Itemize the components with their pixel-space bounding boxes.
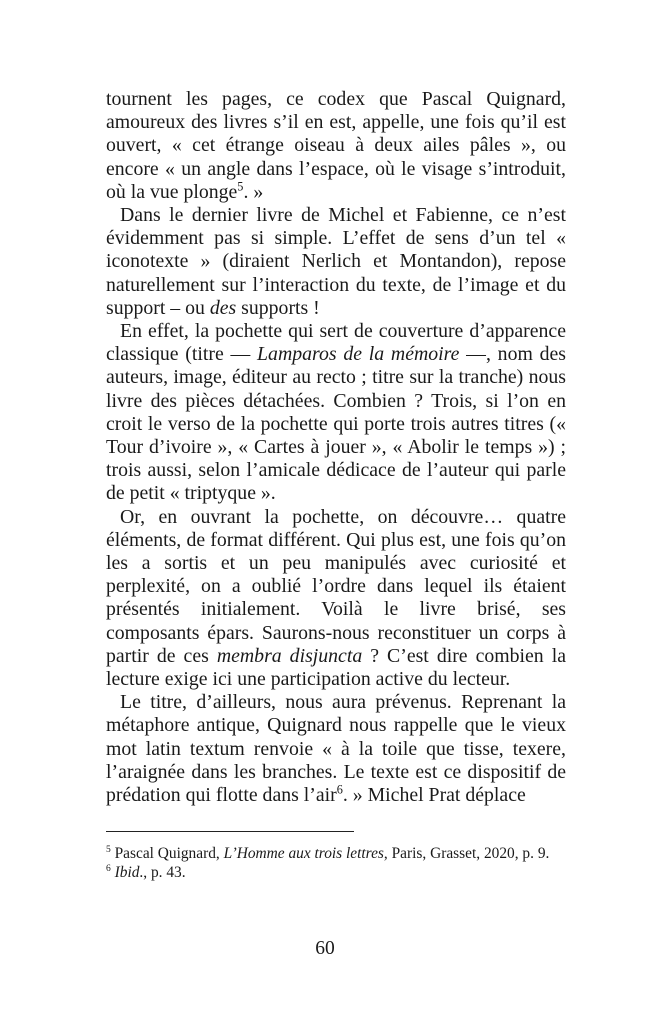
italic-text: Lamparos de la mémoire [257, 343, 460, 366]
text-run: Or, en ouvrant la pochette, on découvre… quatre éléments, de format différent. Qui plus est, une fois qu’on les a sortis et un peu manipulés avec curiosité et perplexité, on a oublié l’ordre dans lequel ils étaient présentés initialement. Voilà le livre brisé, ses composants épars. Saurons-nous reconstituer un corps à partir de ces [106, 505, 566, 667]
footnote-ref: 6 [106, 862, 111, 874]
italic-text: Ibid [114, 863, 140, 881]
paragraph [106, 691, 566, 807]
footnote-ref: 5 [237, 179, 244, 194]
text-run: . » [243, 180, 264, 203]
paragraph [106, 204, 566, 320]
footnote-separator [106, 831, 354, 832]
text-run: Le titre, d’ailleurs, nous aura prévenus. Reprenant la métaphore antique, Quignard nous rappelle que le vieux mot latin textum renvoie « à la toile que tisse, texere, l’araignée dans les branches. Le texte est ce dispositif de prédation qui flotte dans l’air [106, 691, 566, 807]
footnote-ref: 5 [106, 843, 111, 855]
text-run: —, nom des auteurs, image, éditeur au recto ; titre sur la tranche) nous livre des pièces détachées. Combien ? Trois, si l’on en croit le verso de la pochette qui porte trois autres titres (« Tour d’ivoire », « Cartes à jouer », « Abolir le temps ») ; trois aussi, selon l’amicale dédicace de l’auteur qui parle de petit « triptyque ». [106, 343, 566, 505]
text-run: . » Michel Prat déplace [342, 784, 526, 807]
italic-text: membra disjuncta [216, 644, 363, 667]
footnote-ref: 6 [336, 782, 343, 797]
text-run: ., p. 43. [139, 863, 186, 881]
paragraph [106, 506, 566, 692]
footnote [106, 845, 566, 864]
page-number: 60 [315, 938, 335, 959]
paragraph [106, 320, 566, 506]
paragraph [106, 88, 566, 204]
text-run: tournent les pages, ce codex que Pascal Quignard, amoureux des livres s’il en est, appelle, une fois qu’il est ouvert, « cet étrange oiseau à deux ailes pâles », ou encore « un angle dans l’espace, où le visage s’introduit, où la vue plonge [106, 88, 566, 203]
text-run: Dans le dernier livre de Michel et Fabienne, ce n’est évidemment pas si simple. L’effet de sens d’un tel « iconotexte » (diraient Nerlich et Montandon), repose naturellement sur l’interaction du texte, de l’image et du support – ou [106, 204, 566, 319]
body-text [106, 88, 566, 807]
footnotes [106, 845, 566, 882]
text-run: En effet, la pochette qui sert de couverture d’apparence classique (titre — [106, 320, 566, 366]
text-run: , Paris, Grasset, 2020, p. 9. [383, 845, 550, 862]
text-run: supports ! [236, 296, 320, 319]
italic-text: L’Homme aux trois lettres [223, 845, 384, 862]
footnote [106, 864, 566, 883]
text-run: Pascal Quignard, [110, 845, 224, 862]
text-run: ? C’est dire combien la lecture exige ici une participation active du lecteur. [106, 644, 566, 691]
italic-text: des [209, 296, 237, 319]
